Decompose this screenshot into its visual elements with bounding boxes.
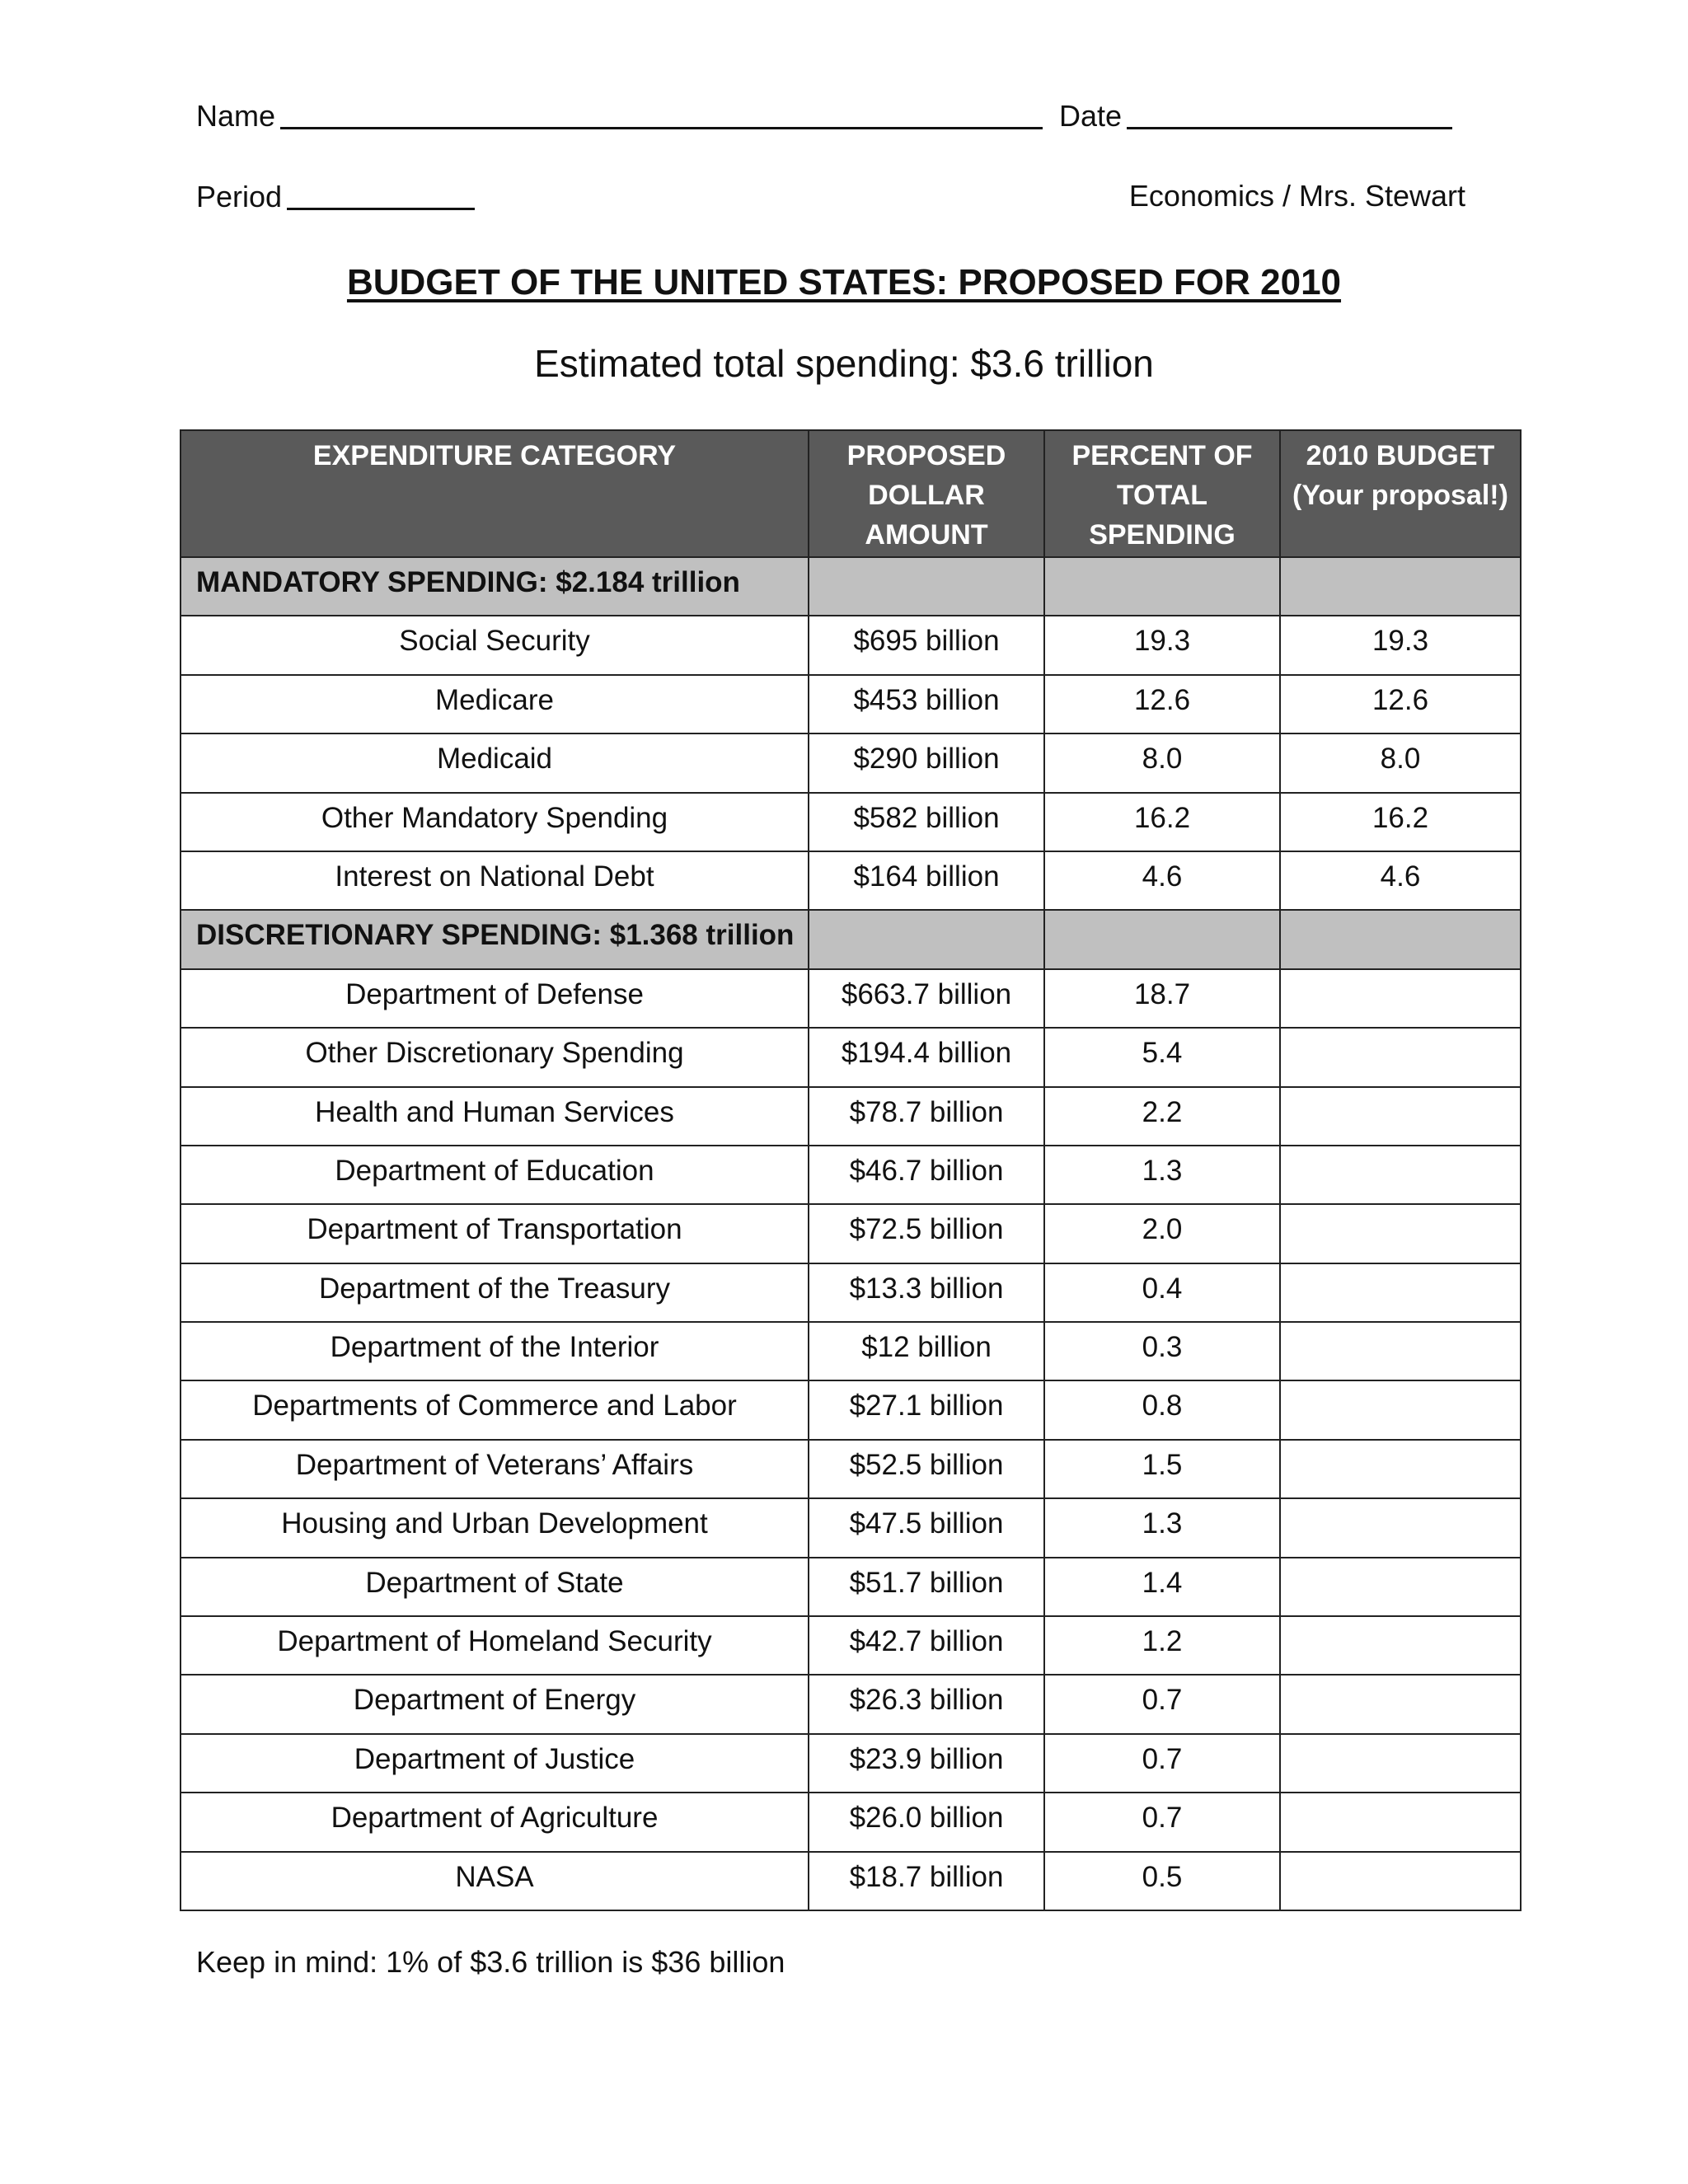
category-cell: Department of Justice [181,1734,809,1793]
table-row [181,616,1521,674]
percent-cell: 0.7 [1044,1793,1280,1851]
category-cell: Social Security [181,616,809,674]
proposal-cell[interactable] [1280,1793,1521,1851]
percent-cell: 1.3 [1044,1146,1280,1204]
percent-cell: 0.7 [1044,1734,1280,1793]
proposal-cell[interactable] [1280,1087,1521,1146]
proposal-cell[interactable] [1280,1322,1521,1380]
budget-table [180,429,1522,1911]
amount-cell: $46.7 billion [809,1146,1044,1204]
table-row [181,1322,1521,1380]
header-expenditure-category: EXPENDITURE CATEGORY [181,430,809,557]
proposal-cell[interactable] [1280,1852,1521,1910]
date-label: Date [1059,99,1123,133]
category-cell: Other Mandatory Spending [181,793,809,851]
amount-cell: $72.5 billion [809,1204,1044,1263]
amount-cell: $290 billion [809,733,1044,792]
mandatory-section-row [181,557,1521,616]
percent-cell: 12.6 [1044,675,1280,733]
percent-cell: 0.7 [1044,1675,1280,1733]
table-row [181,793,1521,851]
percent-cell: 0.4 [1044,1263,1280,1322]
percent-cell: 18.7 [1044,969,1280,1028]
proposal-cell[interactable] [1280,1146,1521,1204]
table-row [181,1440,1521,1498]
name-blank-line[interactable] [280,97,1043,129]
percent-cell: 2.2 [1044,1087,1280,1146]
percent-cell: 8.0 [1044,733,1280,792]
proposal-cell[interactable]: 4.6 [1280,851,1521,910]
proposal-cell[interactable]: 19.3 [1280,616,1521,674]
table-row [181,1028,1521,1086]
table-row [181,733,1521,792]
category-cell: Department of Veterans’ Affairs [181,1440,809,1498]
percent-cell: 0.8 [1044,1380,1280,1439]
amount-cell: $18.7 billion [809,1852,1044,1910]
proposal-cell[interactable] [1280,969,1521,1028]
category-cell: Department of State [181,1558,809,1616]
table-row [181,1146,1521,1204]
name-date-line [196,97,1465,134]
mandatory-section-label: MANDATORY SPENDING: $2.184 trillion [181,557,809,616]
category-cell: Interest on National Debt [181,851,809,910]
page-subtitle: Estimated total spending: $3.6 trillion [534,342,1154,385]
table-row [181,1852,1521,1910]
section-empty-cell [1044,910,1280,968]
proposal-cell[interactable] [1280,1440,1521,1498]
percent-cell: 16.2 [1044,793,1280,851]
table-row [181,1616,1521,1675]
proposal-cell[interactable]: 16.2 [1280,793,1521,851]
header-your-proposal: 2010 BUDGET (Your proposal!) [1280,430,1521,557]
category-cell: Department of Agriculture [181,1793,809,1851]
percent-cell: 0.3 [1044,1322,1280,1380]
proposal-cell[interactable] [1280,1028,1521,1086]
category-cell: Department of the Treasury [181,1263,809,1322]
percent-cell: 19.3 [1044,616,1280,674]
table-row [181,969,1521,1028]
amount-cell: $26.3 billion [809,1675,1044,1733]
amount-cell: $26.0 billion [809,1793,1044,1851]
section-empty-cell [809,557,1044,616]
section-empty-cell [1280,557,1521,616]
table-row [181,1087,1521,1146]
proposal-cell[interactable] [1280,1734,1521,1793]
percent-cell: 4.6 [1044,851,1280,910]
amount-cell: $582 billion [809,793,1044,851]
proposal-cell[interactable] [1280,1263,1521,1322]
amount-cell: $47.5 billion [809,1498,1044,1557]
proposal-cell[interactable] [1280,1380,1521,1439]
category-cell: Department of Transportation [181,1204,809,1263]
table-row [181,1204,1521,1263]
amount-cell: $164 billion [809,851,1044,910]
proposal-cell[interactable]: 12.6 [1280,675,1521,733]
header-percent-total: PERCENT OF TOTAL SPENDING [1044,430,1280,557]
category-cell: Department of Homeland Security [181,1616,809,1675]
amount-cell: $695 billion [809,616,1044,674]
section-empty-cell [1280,910,1521,968]
date-blank-line[interactable] [1127,97,1452,129]
table-row [181,1263,1521,1322]
amount-cell: $42.7 billion [809,1616,1044,1675]
category-cell: Departments of Commerce and Labor [181,1380,809,1439]
discretionary-section-row [181,910,1521,968]
category-cell: Medicaid [181,733,809,792]
amount-cell: $453 billion [809,675,1044,733]
proposal-cell[interactable]: 8.0 [1280,733,1521,792]
table-row [181,675,1521,733]
table-row [181,1734,1521,1793]
period-blank-line[interactable] [287,178,475,210]
amount-cell: $663.7 billion [809,969,1044,1028]
percent-cell: 1.5 [1044,1440,1280,1498]
category-cell: NASA [181,1852,809,1910]
percent-cell: 1.3 [1044,1498,1280,1557]
percent-cell: 0.5 [1044,1852,1280,1910]
amount-cell: $13.3 billion [809,1263,1044,1322]
amount-cell: $78.7 billion [809,1087,1044,1146]
amount-cell: $12 billion [809,1322,1044,1380]
amount-cell: $23.9 billion [809,1734,1044,1793]
table-row [181,1793,1521,1851]
percent-cell: 1.4 [1044,1558,1280,1616]
category-cell: Medicare [181,675,809,733]
proposal-cell[interactable] [1280,1616,1521,1675]
table-row [181,1675,1521,1733]
proposal-cell[interactable] [1280,1204,1521,1263]
category-cell: Housing and Urban Development [181,1498,809,1557]
amount-cell: $194.4 billion [809,1028,1044,1086]
name-label: Name [196,99,276,133]
proposal-cell[interactable] [1280,1558,1521,1616]
period-label: Period [196,180,283,213]
category-cell: Department of the Interior [181,1322,809,1380]
header-proposed-amount: PROPOSED DOLLAR AMOUNT [809,430,1044,557]
table-row [181,1498,1521,1557]
page-title: BUDGET OF THE UNITED STATES: PROPOSED FOR 2010 [346,262,1342,302]
category-cell: Department of Education [181,1146,809,1204]
proposal-cell[interactable] [1280,1498,1521,1557]
percent-cell: 2.0 [1044,1204,1280,1263]
footnote: Keep in mind: 1% of $3.6 trillion is $36 billion [196,1945,785,1979]
table-row [181,1558,1521,1616]
amount-cell: $52.5 billion [809,1440,1044,1498]
section-empty-cell [809,910,1044,968]
discretionary-section-label: DISCRETIONARY SPENDING: $1.368 trillion [181,910,809,968]
proposal-cell[interactable] [1280,1675,1521,1733]
table-row [181,851,1521,910]
amount-cell: $27.1 billion [809,1380,1044,1439]
table-header-row [181,430,1521,557]
amount-cell: $51.7 billion [809,1558,1044,1616]
table-row [181,1380,1521,1439]
percent-cell: 5.4 [1044,1028,1280,1086]
category-cell: Health and Human Services [181,1087,809,1146]
category-cell: Department of Defense [181,969,809,1028]
table-body [181,557,1521,1910]
category-cell: Department of Energy [181,1675,809,1733]
section-empty-cell [1044,557,1280,616]
course-label: Economics / Mrs. Stewart [1128,179,1465,213]
percent-cell: 1.2 [1044,1616,1280,1675]
category-cell: Other Discretionary Spending [181,1028,809,1086]
period-course-line [196,178,1465,215]
